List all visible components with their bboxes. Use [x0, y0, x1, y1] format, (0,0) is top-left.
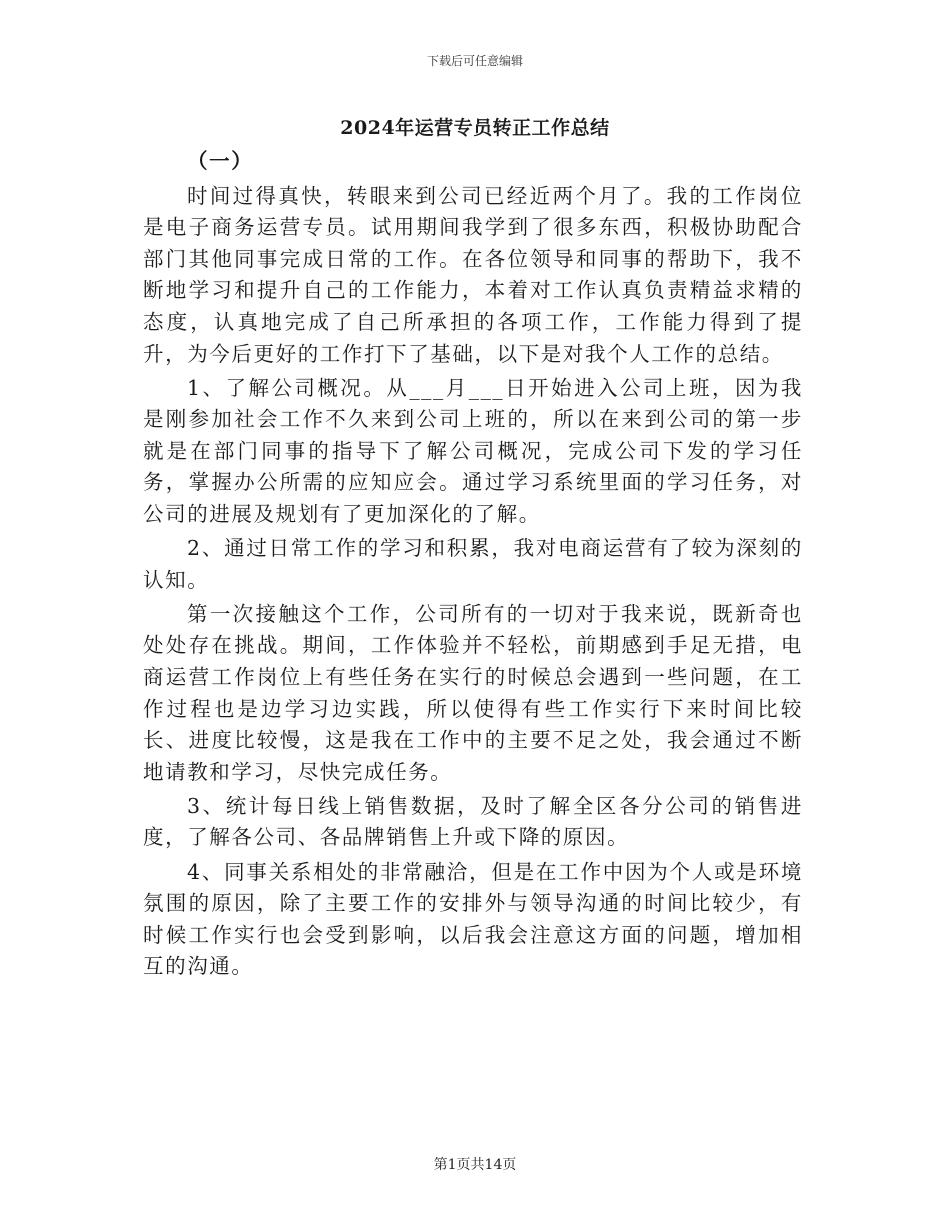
section-marker: （一）	[187, 149, 254, 173]
paragraph-item-1: 1、了解公司概况。从___月___日开始进入公司上班，因为我是刚参加社会工作不久来到公司上班的，所以在来到公司的第一步就是在部门同事的指导下了解公司概况，完成公司下发的学习任务，掌握办公所需的应知应会。通过学习系统里面的学习任务，对公司的进展及规划有了更加深化的了解。	[143, 375, 803, 527]
document-body	[143, 146, 803, 985]
page-number: 第1页共14页	[433, 1157, 517, 1173]
paragraph-item-2: 2、通过日常工作的学习和积累，我对电商运营有了较为深刻的认知。	[143, 536, 803, 592]
paragraph-intro: 时间过得真快，转眼来到公司已经近两个月了。我的工作岗位是电子商务运营专员。试用期间我学到了很多东西，积极协助配合部门其他同事完成日常的工作。在各位领导和同事的帮助下，我不断地学习和提升自己的工作能力，本着对工作认真负责精益求精的态度，认真地完成了自己所承担的各项工作，工作能力得到了提升，为今后更好的工作打下了基础，以下是对我个人工作的总结。	[143, 183, 803, 366]
page-header-note: 下载后可任意编辑	[426, 54, 523, 68]
paragraph-item-4: 4、同事关系相处的非常融洽，但是在工作中因为个人或是环境氛围的原因，除了主要工作的安排外与领导沟通的时间比较少，有时候工作实行也会受到影响，以后我会注意这方面的问题，增加相互的沟通。	[143, 859, 803, 979]
paragraph-item-3: 3、统计每日线上销售数据，及时了解全区各分公司的销售进度，了解各公司、各品牌销售上升或下降的原因。	[143, 793, 803, 850]
document-title: 2024年运营专员转正工作总结	[340, 117, 610, 139]
paragraph-first-contact: 第一次接触这个工作，公司所有的一切对于我来说，既新奇也处处存在挑战。期间，工作体验并不轻松，前期感到手足无措，电商运营工作岗位上有些任务在实行的时候总会遇到一些问题，在工作过程也是边学习边实践，所以使得有些工作实行下来时间比较长、进度比较慢，这是我在工作中的主要不足之处，我会通过不断地请教和学习，尽快完成任务。	[143, 601, 803, 784]
